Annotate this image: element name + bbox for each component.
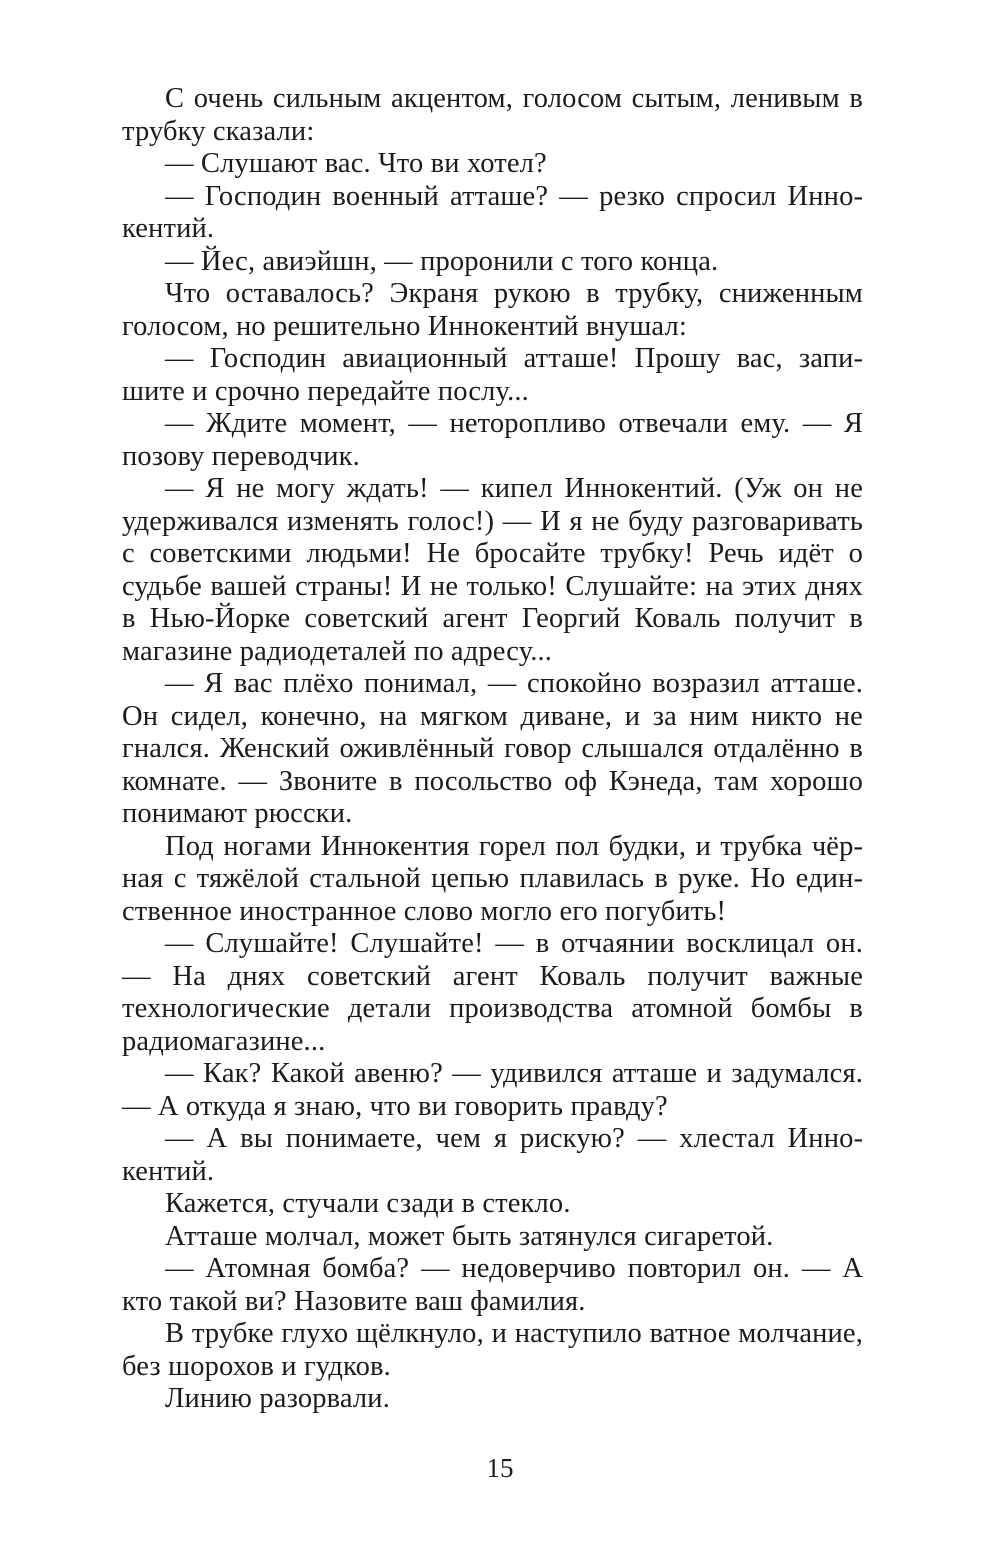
paragraph: Под ногами Иннокентия горел пол будки, и трубка чёрная с тяжёлой стальной цепью плавилась в руке. Но единственное иностранное слово могло его погубить!	[122, 830, 863, 927]
page-number: 15	[486, 1453, 514, 1483]
paragraph: Линию разорвали.	[165, 1383, 390, 1414]
paragraph: Кажется, стучали сзади в стекло.	[165, 1188, 571, 1219]
paragraph: — Я вас плёхо понимал, — спокойно возразил атташе. Он сидел, конечно, на мягком диване, и за ним никто не гнался. Женский оживлённый говор слышался отдалённо в комнате. — Звоните в посольство оф Кэнеда, там хорошо понимают рюсски.	[122, 668, 863, 829]
paragraph: — Слушайте! Слушайте! — в отчаянии восклицал он. — На днях советский агент Коваль получит важные технологические детали производства атомной бомбы в радиомагазине...	[122, 928, 863, 1057]
paragraph: — Я не могу ждать! — кипел Иннокентий. (Уж он не удерживался изменять голос!) — И я не буду разговаривать с советскими людьми! Не бросайте трубку! Речь идёт о судьбе вашей страны! И не только! Слушайте: на этих днях в Нью-Йорке советский агент Георгий Коваль получит в магазине радиодеталей по адресу...	[122, 473, 863, 667]
paragraph: — Атомная бомба? — недоверчиво повторил он. — А кто такой ви? Назовите ваш фамилия.	[122, 1253, 863, 1317]
paragraph: — Господин военный атташе? — резко спросил Иннокентий.	[122, 180, 863, 244]
paragraph: С очень сильным акцентом, голосом сытым, ленивым в трубку сказали:	[122, 83, 863, 147]
paragraph: — Ждите момент, — неторопливо отвечали ему. — Я позову переводчик.	[122, 408, 863, 472]
paragraph: — Господин авиационный атташе! Прошу вас, запишите и срочно передайте послу...	[122, 343, 863, 407]
paragraph: В трубке глухо щёлкнуло, и наступило ватное молчание, без шорохов и гудков.	[122, 1318, 863, 1382]
paragraph: — Слушают вас. Что ви хотел?	[165, 148, 547, 179]
paragraph: — Йес, авиэйшн, — проронили с того конца.	[165, 245, 719, 277]
paragraph: — Как? Какой авеню? — удивился атташе и задумался. — А откуда я знаю, что ви говорить правду?	[122, 1058, 863, 1122]
paragraph: Атташе молчал, может быть затянулся сигаретой.	[165, 1220, 774, 1252]
paragraph: — А вы понимаете, чем я рискую? — хлестал Иннокентий.	[122, 1123, 863, 1187]
body-text	[122, 83, 863, 1416]
paragraph: Что оставалось? Экраня рукою в трубку, сниженным голосом, но решительно Иннокентий внушал:	[122, 278, 863, 342]
